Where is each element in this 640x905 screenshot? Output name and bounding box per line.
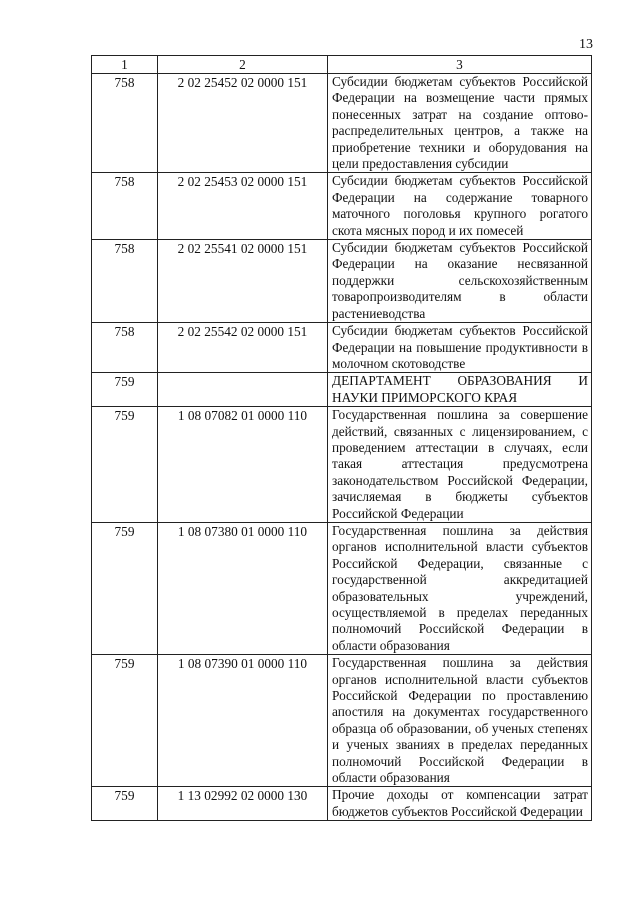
admin-code-cell: 758 [92,240,158,323]
revenue-name-cell: Субсидии бюджетам субъектов Российской Федерации на содержание товарного маточного поголовья крупного рогатого скота мясных пород и их помесей [328,173,592,240]
department-row [92,373,592,407]
admin-code-cell: 758 [92,74,158,173]
page-number: 13 [579,37,593,52]
revenue-code-cell: 1 08 07082 01 0000 110 [158,407,328,523]
header-col-1: 1 [92,56,158,74]
revenue-name-cell: Государственная пошлина за действия органов исполнительной власти субъектов Российской Федерации, связанные с государственной аккредитацией образовательных учреждений, осуществляемой в пределах переданных полномочий Российской Федерации в области образования [328,522,592,654]
revenue-name-cell: Субсидии бюджетам субъектов Российской Федерации на оказание несвязанной поддержки сельскохозяйственным товаропроизводителям в области растениеводства [328,240,592,323]
admin-code-cell: 759 [92,407,158,523]
revenue-code-cell: 1 08 07390 01 0000 110 [158,655,328,787]
table-row [92,74,592,173]
table-row [92,173,592,240]
revenue-name-cell: Прочие доходы от компенсации затрат бюджетов субъектов Российской Федерации [328,787,592,821]
header-col-3: 3 [328,56,592,74]
revenue-code-cell: 2 02 25452 02 0000 151 [158,74,328,173]
revenue-name-cell: Субсидии бюджетам субъектов Российской Федерации на повышение продуктивности в молочном скотоводстве [328,323,592,373]
admin-code-cell: 759 [92,787,158,821]
table-header-row [92,56,592,74]
table-row [92,522,592,654]
revenue-code-cell: 1 13 02992 02 0000 130 [158,787,328,821]
revenue-code-cell: 2 02 25541 02 0000 151 [158,240,328,323]
revenue-code-cell: 2 02 25453 02 0000 151 [158,173,328,240]
table-row [92,787,592,821]
table-row [92,655,592,787]
table-row [92,240,592,323]
department-name-cell: ДЕПАРТАМЕНТ ОБРАЗОВАНИЯ И НАУКИ ПРИМОРСКОГО КРАЯ [328,373,592,407]
admin-code-cell: 759 [92,373,158,407]
admin-code-cell: 758 [92,173,158,240]
admin-code-cell: 759 [92,522,158,654]
revenue-codes-table [91,55,592,821]
revenue-name-cell: Субсидии бюджетам субъектов Российской Федерации на возмещение части прямых понесенных затрат на создание оптово-распределительных центров, а также на приобретение техники и оборудования на цели предоставления субсидии [328,74,592,173]
revenue-name-cell: Государственная пошлина за действия органов исполнительной власти субъектов Российской Федерации по проставлению апостиля на документах государственного образца об образовании, об ученых степенях и ученых званиях в пределах переданных полномочий Российской Федерации в области образования [328,655,592,787]
header-col-2: 2 [158,56,328,74]
revenue-code-cell: 2 02 25542 02 0000 151 [158,323,328,373]
admin-code-cell: 759 [92,655,158,787]
revenue-code-cell: 1 08 07380 01 0000 110 [158,522,328,654]
table-row [92,407,592,523]
revenue-name-cell: Государственная пошлина за совершение действий, связанных с лицензированием, с проведением аттестации в случаях, если такая аттестация предусмотрена законодательством Российской Федерации, зачисляемая в бюджеты субъектов Российской Федерации [328,407,592,523]
table-row [92,323,592,373]
revenue-code-cell [158,373,328,407]
admin-code-cell: 758 [92,323,158,373]
